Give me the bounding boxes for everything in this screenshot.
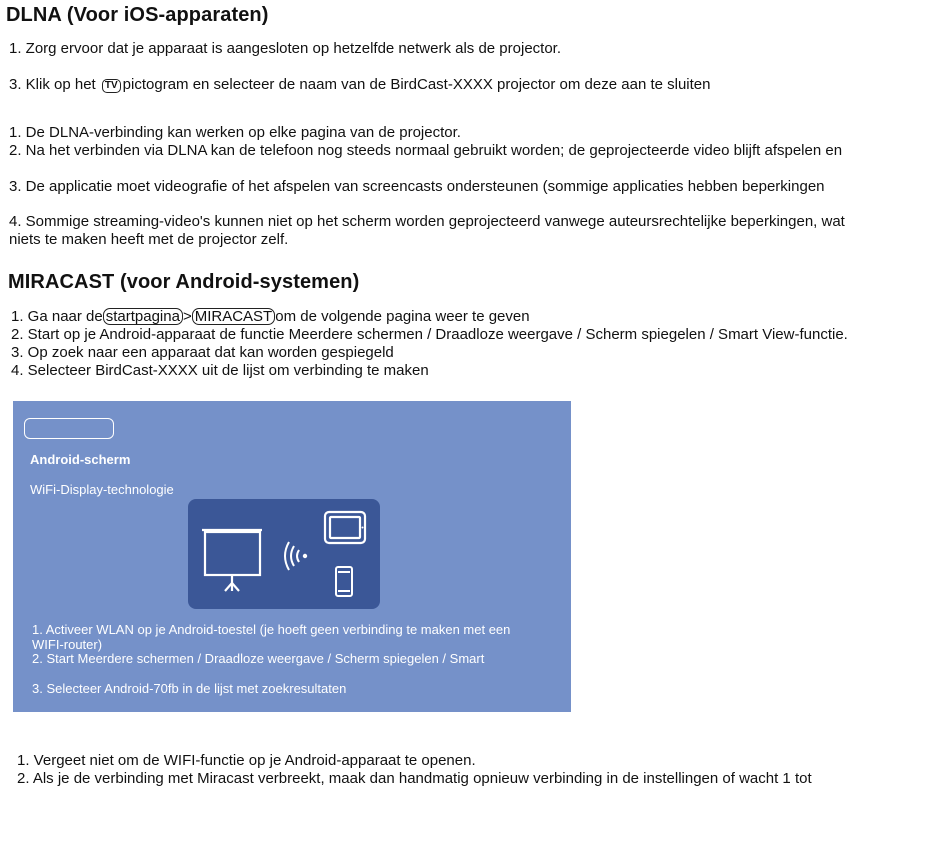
panel-line-3: 3. Selecteer Android-70fb in de lijst met zoekresultaten	[32, 681, 347, 696]
tv-icon: TV	[102, 79, 121, 93]
panel-title: Android-scherm	[30, 452, 131, 467]
miracast-step-3: 3. Op zoek naar een apparaat dat kan worden gespiegeld	[11, 344, 394, 361]
miracast-pill: MIRACAST	[192, 308, 276, 325]
dlna-step-3-text-before: 3. Klik op het	[9, 76, 96, 93]
panel-line-1: 1. Activeer WLAN op je Android-toestel (je hoeft geen verbinding te maken met een	[32, 622, 511, 637]
startpagina-pill: startpagina	[103, 308, 183, 325]
projector-screen-icon	[202, 530, 262, 591]
android-screen-panel	[13, 401, 571, 712]
miracast-note-2: 2. Als je de verbinding met Miracast verbreekt, maak dan handmatig opnieuw verbinding in de instellingen of wacht 1 tot	[17, 770, 812, 787]
panel-line-1-cont: WIFI-router)	[32, 637, 103, 652]
miracast-step-4: 4. Selecteer BirdCast-XXXX uit de lijst om verbinding te maken	[11, 362, 429, 379]
breadcrumb-separator: >	[182, 308, 192, 325]
dlna-note-4: 4. Sommige streaming-video's kunnen niet op het scherm worden geprojecteerd vanwege auteursrechtelijke beperkingen, wat	[9, 213, 845, 230]
panel-subtitle: WiFi-Display-technologie	[30, 482, 174, 497]
wireless-signal-icon	[285, 542, 307, 570]
dlna-note-4-cont: niets te maken heeft met de projector zelf.	[9, 231, 289, 248]
miracast-step-1-text-before: 1. Ga naar de	[11, 308, 103, 325]
dlna-step-3	[9, 76, 710, 94]
dlna-note-2: 2. Na het verbinden via DLNA kan de telefoon nog steeds normaal gebruikt worden; de geprojecteerde video blijft afspelen en	[9, 142, 843, 159]
phone-icon	[336, 567, 352, 596]
panel-line-2: 2. Start Meerdere schermen / Draadloze weergave / Scherm spiegelen / Smart	[32, 651, 485, 666]
device-illustration-svg	[188, 499, 380, 609]
miracast-note-1: 1. Vergeet niet om de WIFI-functie op je Android-apparaat te openen.	[17, 752, 476, 769]
dlna-step-3-text-after: pictogram en selecteer de naam van de BirdCast-XXXX projector om deze aan te sluiten	[122, 76, 711, 93]
panel-placeholder-box	[24, 418, 114, 439]
miracast-step-2: 2. Start op je Android-apparaat de functie Meerdere schermen / Draadloze weergave / Scherm spiegelen / Smart View-functie.	[11, 326, 848, 343]
device-illustration	[188, 499, 380, 609]
dlna-note-1: 1. De DLNA-verbinding kan werken op elke pagina van de projector.	[9, 124, 461, 141]
miracast-step-1-text-after: om de volgende pagina weer te geven	[275, 308, 530, 325]
dlna-heading: DLNA (Voor iOS-apparaten)	[6, 4, 269, 26]
miracast-heading: MIRACAST (voor Android-systemen)	[8, 271, 360, 293]
dlna-step-1: 1. Zorg ervoor dat je apparaat is aangesloten op hetzelfde netwerk als de projector.	[9, 40, 562, 57]
tablet-icon	[325, 512, 365, 543]
dlna-note-3: 3. De applicatie moet videografie of het afspelen van screencasts ondersteunen (sommige applicaties hebben beperkingen	[9, 178, 825, 195]
miracast-step-1	[11, 308, 530, 326]
